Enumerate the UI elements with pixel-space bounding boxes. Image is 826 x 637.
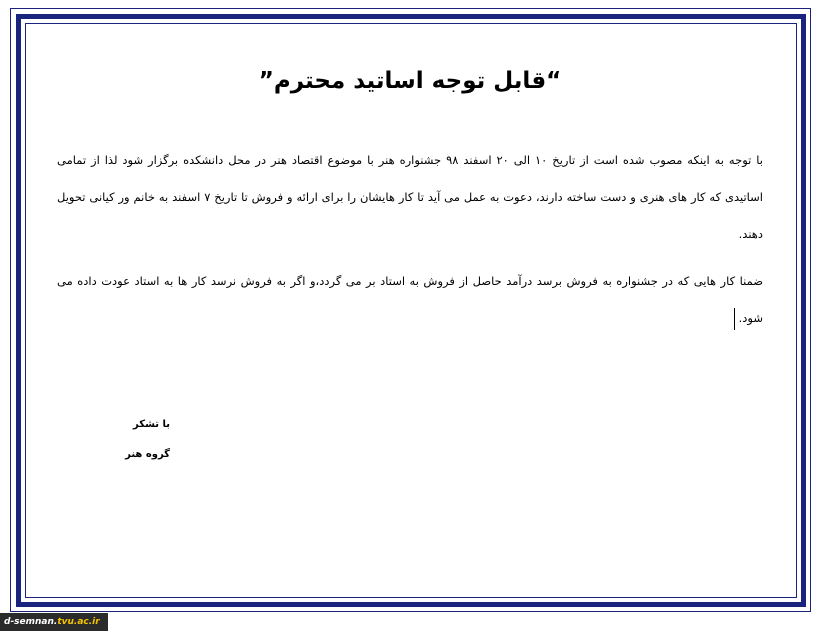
document-body xyxy=(57,142,763,347)
watermark-tld: tvu.ac.ir xyxy=(57,617,100,627)
text-cursor xyxy=(734,308,735,330)
document-title: “قابل توجه اساتید محترم” xyxy=(258,68,562,94)
signature-text: گروه هنر xyxy=(125,449,170,460)
paragraph-2-text: ضمنا کار هایی که در جشنواره به فروش برسد درآمد حاصل از فروش به استاد بر می گردد،و اگر به فروش نرسد کار ها به استاد عودت داده می شود. xyxy=(57,274,763,325)
site-watermark xyxy=(0,613,108,631)
paragraph-1: با توجه به اینکه مصوب شده است از تاریخ ۱۰ الی ۲۰ اسفند ۹۸ جشنواره هنر با موضوع اقتصاد هنر در محل دانشکده برگزار شود لذا از تمامی اساتیدی که کار های هنری و دست ساخته دارند، دعوت به عمل می آید تا کار هایشان را برای ارائه و فروش تا تاریخ ۷ اسفند به خانم ور کیانی تحویل دهند. xyxy=(57,153,763,241)
paragraph-2 xyxy=(57,263,763,337)
closing-text: با تشکر xyxy=(133,419,170,430)
watermark-domain: d-semnan. xyxy=(4,617,58,627)
